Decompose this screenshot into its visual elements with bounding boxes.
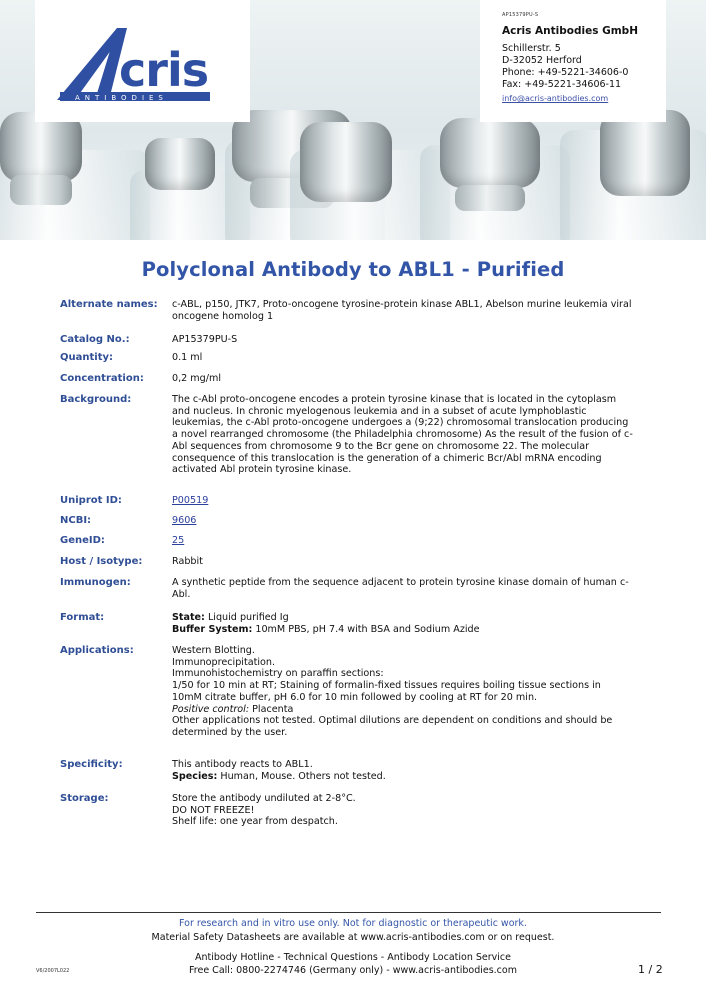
- version-code: V6/2007L022: [36, 968, 70, 974]
- value-line: Immunohistochemistry on paraffin sections:: [172, 668, 384, 680]
- alternate-names-value: [172, 299, 662, 322]
- value-line: [172, 612, 662, 624]
- free-call-text: Free Call: 0800-2274746 (Germany only) - www.acris-antibodies.com: [189, 965, 517, 976]
- host-value: Rabbit: [172, 556, 203, 567]
- state-value: Liquid purified Ig: [204, 612, 289, 623]
- value-line: activated Abl protein tyrosine kinase.: [172, 464, 352, 476]
- value-line: 1/50 for 10 min at RT; Staining of formalin-fixed tissues requires boiling tissue sections in: [172, 680, 601, 692]
- concentration-label: Concentration:: [60, 373, 144, 384]
- value-line: This antibody reacts to ABL1.: [172, 759, 313, 770]
- alternate-names-label: Alternate names:: [60, 299, 158, 310]
- uniprot-label: Uniprot ID:: [60, 495, 122, 506]
- buffer-label: Buffer System:: [172, 623, 253, 635]
- species-label: Species:: [172, 770, 218, 782]
- catalog-label: Catalog No.:: [60, 334, 130, 345]
- quantity-label: Quantity:: [60, 352, 113, 363]
- uniprot-value: [172, 495, 662, 507]
- page-title: Polyclonal Antibody to ABL1 - Purified: [141, 258, 565, 281]
- positive-control-label: Positive control:: [172, 703, 250, 715]
- value-line: Abl sequences from chromosome 9 to the Bcr gene on chromosome 22. The molecular: [172, 440, 590, 452]
- value-line: Store the antibody undiluted at 2-8°C.: [172, 793, 356, 804]
- svg-text:ANTIBODIES: ANTIBODIES: [75, 94, 168, 102]
- specificity-value: [172, 759, 662, 782]
- address-line: D-32052 Herford: [502, 55, 582, 66]
- concentration-value: 0,2 mg/ml: [172, 373, 221, 384]
- value-line: Immunoprecipitation.: [172, 656, 276, 668]
- host-label: Host / Isotype:: [60, 556, 143, 567]
- quantity-value: 0.1 ml: [172, 352, 203, 363]
- value-line: a novel rearranged chromosome (the Philadelphia chromosome) As the result of the fusion of c-: [172, 429, 633, 441]
- hotline-text: Antibody Hotline - Technical Questions - Antibody Location Service: [195, 952, 511, 963]
- catalog-value: AP15379PU-S: [172, 334, 238, 345]
- applications-label: Applications:: [60, 645, 134, 656]
- uniprot-link[interactable]: P00519: [172, 495, 209, 506]
- research-use-notice: For research and in vitro use only. Not for diagnostic or therapeutic work.: [179, 918, 527, 929]
- storage-value: [172, 793, 662, 828]
- value-line: DO NOT FREEZE!: [172, 804, 255, 816]
- phone-line: Phone: +49-5221-34606-0: [502, 67, 629, 78]
- ncbi-link[interactable]: 9606: [172, 515, 197, 526]
- page-number: 1 / 2: [638, 963, 663, 976]
- header-banner: [0, 0, 706, 240]
- value-line: [172, 624, 662, 636]
- value-line: [172, 704, 662, 716]
- geneid-value: [172, 535, 662, 547]
- applications-value: [172, 645, 662, 739]
- format-value: [172, 612, 662, 635]
- value-line: A synthetic peptide from the sequence adjacent to protein tyrosine kinase domain of human c-: [172, 577, 629, 588]
- ncbi-value: [172, 515, 662, 527]
- value-line: Shelf life: one year from despatch.: [172, 816, 338, 828]
- value-line: Western Blotting.: [172, 645, 255, 656]
- immunogen-label: Immunogen:: [60, 577, 131, 588]
- storage-label: Storage:: [60, 793, 109, 804]
- logo-box: [35, 0, 250, 122]
- specificity-label: Specificity:: [60, 759, 123, 770]
- buffer-value: 10mM PBS, pH 7.4 with BSA and Sodium Azide: [252, 623, 480, 635]
- value-line: oncogene homolog 1: [172, 310, 274, 322]
- value-line: consequence of this translocation is the generation of a chimeric Bcr/Abl mRNA encoding: [172, 452, 602, 464]
- value-line: and nucleus. In chronic myelogenous leukemia and in a subset of acute lymphoblastic: [172, 405, 587, 417]
- immunogen-value: [172, 577, 662, 600]
- value-line: determined by the user.: [172, 726, 288, 738]
- format-label: Format:: [60, 612, 105, 623]
- svg-text:cris: cris: [119, 43, 209, 97]
- value-line: The c-Abl proto-oncogene encodes a protein tyrosine kinase that is located in the cytoplasm: [172, 394, 617, 405]
- footer-divider: [36, 912, 661, 913]
- fax-line: Fax: +49-5221-34606-11: [502, 79, 622, 90]
- geneid-label: GeneID:: [60, 535, 105, 546]
- value-line: Other applications not tested. Optimal dilutions are dependent on conditions and should be: [172, 715, 613, 727]
- value-line: c-ABL, p150, JTK7, Proto-oncogene tyrosine-protein kinase ABL1, Abelson murine leukemia viral: [172, 299, 632, 310]
- company-info-box: [480, 0, 666, 122]
- ncbi-label: NCBI:: [60, 515, 92, 526]
- email-link[interactable]: info@acris-antibodies.com: [502, 94, 609, 103]
- company-name: Acris Antibodies GmbH: [502, 25, 638, 37]
- background-value: [172, 394, 662, 476]
- background-label: Background:: [60, 394, 132, 405]
- msds-notice: Material Safety Datasheets are available at www.acris-antibodies.com or on request.: [151, 932, 555, 943]
- state-label: State:: [172, 612, 205, 623]
- value-line: [172, 771, 662, 783]
- acris-logo: [35, 0, 250, 122]
- species-value: Human, Mouse. Others not tested.: [217, 770, 386, 782]
- value-line: Abl.: [172, 588, 191, 600]
- value-line: 10mM citrate buffer, pH 6.0 for 10 min followed by cooling at RT for 20 min.: [172, 691, 538, 703]
- geneid-link[interactable]: 25: [172, 535, 185, 546]
- header-ref-code: AP15379PU-S: [502, 12, 539, 18]
- positive-control-value: Placenta: [249, 703, 294, 715]
- value-line: leukemias, the c-Abl proto-oncogene undergoes a (9;22) chromosomal translocation producing: [172, 417, 629, 429]
- address-line: Schillerstr. 5: [502, 43, 561, 54]
